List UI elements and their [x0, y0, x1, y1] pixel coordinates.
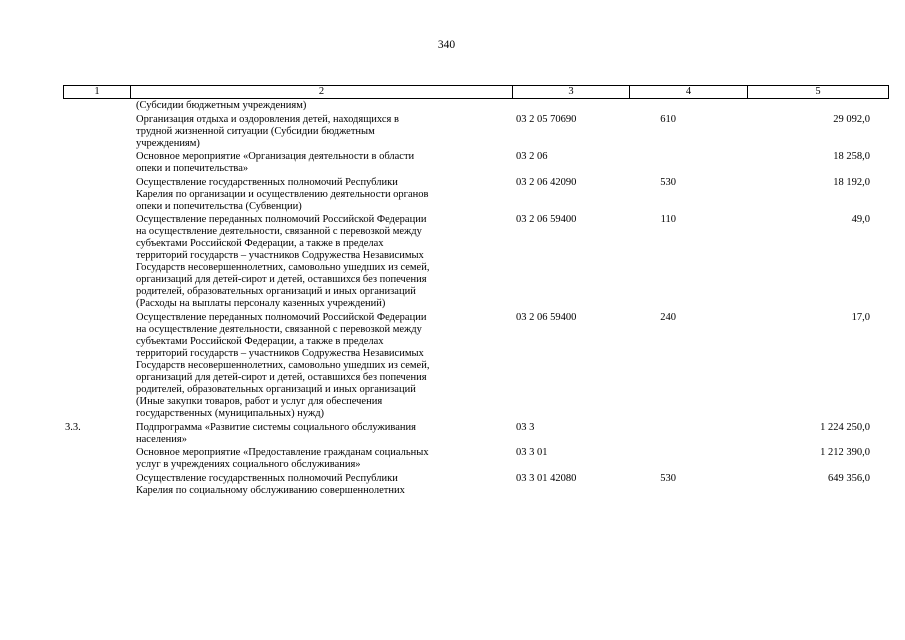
- table-row: [63, 151, 888, 175]
- description-line: населения»: [136, 433, 187, 445]
- row-target-code: 03 2 05 70690: [516, 113, 577, 125]
- description-line: территорий государств – участников Содружества Независимых: [136, 347, 424, 359]
- row-description: [130, 447, 512, 471]
- row-description: [130, 312, 512, 420]
- description-line: родителей, образовательных организаций и иных организаций: [136, 286, 416, 298]
- row-expense-type: 110: [660, 214, 676, 226]
- description-line: на осуществление деятельности, связанной с перевозкой между: [136, 323, 422, 335]
- row-description: [130, 214, 512, 310]
- description-line: (Субсидии бюджетным учреждениям): [136, 100, 307, 111]
- column-header-row: [64, 86, 889, 99]
- description-line: субъектами Российской Федерации, а также в пределах: [136, 238, 384, 250]
- row-description: [130, 114, 512, 150]
- description-line: трудной жизненной ситуации (Субсидии бюджетным: [136, 125, 375, 137]
- row-amount: 649 356,0: [828, 472, 870, 484]
- description-line: (Расходы на выплаты персоналу казенных учреждений): [136, 298, 386, 310]
- row-target-code: 03 2 06 42090: [516, 176, 577, 188]
- row-target-code: 03 2 06 59400: [516, 214, 577, 226]
- description-line: (Иные закупки товаров, работ и услуг для обеспечения: [136, 395, 383, 407]
- row-amount: 1 212 390,0: [820, 447, 870, 459]
- row-target-code: 03 2 06: [516, 151, 548, 163]
- row-amount: 18 258,0: [833, 151, 870, 163]
- description-line: Организация отдыха и оздоровления детей, находящихся в: [136, 113, 399, 125]
- description-line: услуг в учреждениях социального обслуживания»: [136, 459, 361, 471]
- row-description: [130, 151, 512, 175]
- description-line: Осуществление государственных полномочий Республики: [136, 176, 398, 188]
- row-description: [130, 177, 512, 213]
- column-header-3: 3: [513, 86, 630, 99]
- row-number: 3.3.: [65, 421, 81, 433]
- column-header-table: [63, 85, 889, 99]
- row-expense-type: 530: [660, 472, 676, 484]
- row-description: [130, 100, 512, 112]
- description-line: Подпрограмма «Развитие системы социального обслуживания: [136, 421, 416, 433]
- description-line: родителей, образовательных организаций и иных организаций: [136, 383, 416, 395]
- description-line: Основное мероприятие «Организация деятельности в области: [136, 151, 415, 163]
- column-header-2: 2: [131, 86, 513, 99]
- description-line: Осуществление переданных полномочий Российской Федерации: [136, 311, 427, 323]
- description-line: организаций для детей-сирот и детей, оставшихся без попечения: [136, 371, 427, 383]
- column-header-4: 4: [630, 86, 748, 99]
- table-row: [63, 177, 888, 213]
- description-line: Карелия по социальному обслуживанию совершеннолетних: [136, 484, 405, 496]
- column-header-5: 5: [748, 86, 889, 99]
- row-expense-type: 610: [660, 113, 676, 125]
- table-row: [63, 473, 888, 497]
- row-amount: 49,0: [851, 214, 870, 226]
- description-line: Основное мероприятие «Предоставление гражданам социальных: [136, 447, 429, 459]
- description-line: государственных (муниципальных) нужд): [136, 407, 325, 419]
- row-target-code: 03 3 01: [516, 447, 548, 459]
- table-row: [63, 100, 888, 112]
- row-description: [130, 473, 512, 497]
- description-line: опеки и попечительства»: [136, 163, 249, 175]
- column-header-1: 1: [64, 86, 131, 99]
- description-line: опеки и попечительства (Субвенции): [136, 200, 302, 212]
- table-row: [63, 214, 888, 310]
- description-line: Карелия по организации и осуществлению деятельности органов: [136, 188, 429, 200]
- row-amount: 18 192,0: [833, 176, 870, 188]
- row-amount: 17,0: [851, 311, 870, 323]
- row-amount: 29 092,0: [833, 113, 870, 125]
- row-target-code: 03 3: [516, 421, 535, 433]
- description-line: организаций для детей-сирот и детей, оставшихся без попечения: [136, 274, 427, 286]
- row-target-code: 03 3 01 42080: [516, 472, 577, 484]
- table-row: [63, 422, 888, 446]
- row-expense-type: 240: [660, 311, 676, 323]
- description-line: субъектами Российской Федерации, а также в пределах: [136, 335, 384, 347]
- page-number: 340: [437, 39, 456, 51]
- table-row: [63, 114, 888, 150]
- description-line: территорий государств – участников Содружества Независимых: [136, 250, 424, 262]
- table-row: [63, 312, 888, 420]
- row-target-code: 03 2 06 59400: [516, 311, 577, 323]
- budget-table-body: [63, 100, 888, 498]
- description-line: Осуществление переданных полномочий Российской Федерации: [136, 214, 427, 226]
- description-line: Государств несовершеннолетних, самовольно ушедших из семей,: [136, 262, 430, 274]
- description-line: на осуществление деятельности, связанной с перевозкой между: [136, 226, 422, 238]
- row-description: [130, 422, 512, 446]
- description-line: Осуществление государственных полномочий Республики: [136, 472, 398, 484]
- description-line: учреждениям): [136, 137, 200, 149]
- row-amount: 1 224 250,0: [820, 421, 870, 433]
- description-line: Государств несовершеннолетних, самовольно ушедших из семей,: [136, 359, 430, 371]
- row-expense-type: 530: [660, 176, 676, 188]
- table-row: [63, 447, 888, 471]
